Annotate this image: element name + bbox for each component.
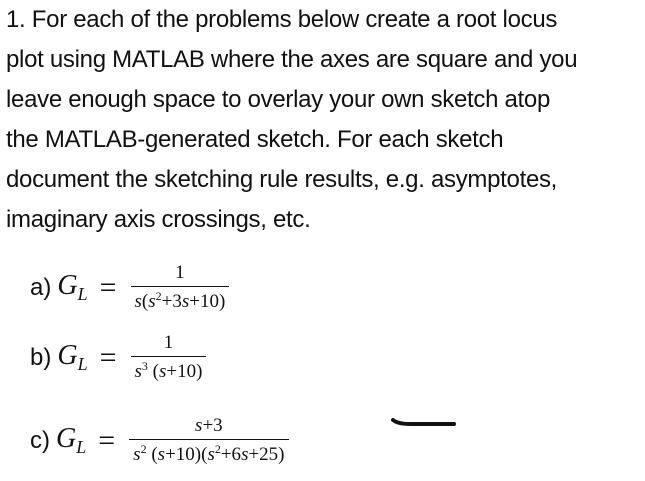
math-token: 2	[155, 289, 162, 303]
math-token: (	[147, 361, 159, 382]
math-token: +3	[161, 291, 182, 312]
denominator	[131, 286, 230, 313]
math-token: s	[148, 291, 156, 312]
fraction	[131, 332, 207, 383]
equation-label: c)	[30, 426, 50, 454]
problem-line: 1. For each of the problems below create a root locus	[6, 6, 558, 33]
math-token: (	[146, 444, 158, 465]
equation-c	[30, 415, 289, 466]
symbol-g: G	[57, 270, 78, 301]
symbol-g: G	[56, 423, 77, 454]
math-token: 2	[214, 442, 221, 456]
math-token: s	[241, 444, 249, 465]
problem-line: the MATLAB-generated sketch. For each sketch	[6, 126, 504, 153]
math-token: (	[141, 291, 149, 312]
problem-line: imaginary axis crossings, etc.	[6, 206, 311, 233]
math-token: s	[133, 444, 141, 465]
problem-line: leave enough space to overlay your own sketch atop	[6, 86, 551, 113]
math-token: +10)	[189, 291, 226, 312]
math-token: s	[181, 291, 190, 312]
symbol-subscript: L	[77, 284, 88, 304]
math-token: 1	[175, 262, 185, 283]
math-token: +6	[220, 444, 242, 465]
math-token: +10)(	[165, 444, 208, 465]
equation-a	[30, 262, 229, 313]
numerator	[171, 262, 189, 286]
fraction	[131, 262, 230, 313]
problem-line: document the sketching rule results, e.g. asymptotes,	[6, 166, 558, 193]
equation-b	[30, 332, 206, 383]
equation-label: b)	[30, 343, 52, 371]
fraction	[129, 415, 288, 466]
equals-sign: =	[99, 340, 117, 374]
math-token: 1	[163, 332, 174, 353]
transfer-function-symbol	[57, 340, 87, 375]
equals-sign: =	[99, 270, 117, 304]
pen-stroke-mark	[390, 415, 460, 431]
symbol-subscript: L	[77, 354, 88, 374]
transfer-function-symbol	[57, 270, 87, 305]
math-token: +3	[202, 415, 223, 436]
math-token: 2	[140, 442, 147, 456]
math-token: s	[134, 361, 142, 382]
math-token: s	[157, 444, 166, 465]
symbol-g: G	[57, 340, 78, 371]
math-token: s	[134, 291, 142, 312]
problem-line: plot using MATLAB where the axes are square and you	[6, 46, 578, 73]
math-token: +10)	[166, 361, 203, 382]
symbol-subscript: L	[76, 437, 87, 457]
math-token: s	[159, 361, 167, 382]
denominator	[131, 356, 207, 383]
numerator	[191, 415, 227, 439]
math-token: s	[195, 415, 203, 436]
numerator	[160, 332, 178, 356]
transfer-function-symbol	[56, 423, 86, 458]
math-token: 3	[141, 359, 148, 373]
math-token: s	[207, 444, 215, 465]
equation-label: a)	[30, 273, 52, 301]
denominator	[129, 439, 288, 466]
math-token: +25)	[248, 444, 285, 465]
problem-statement	[6, 0, 577, 240]
equals-sign: =	[98, 423, 116, 457]
